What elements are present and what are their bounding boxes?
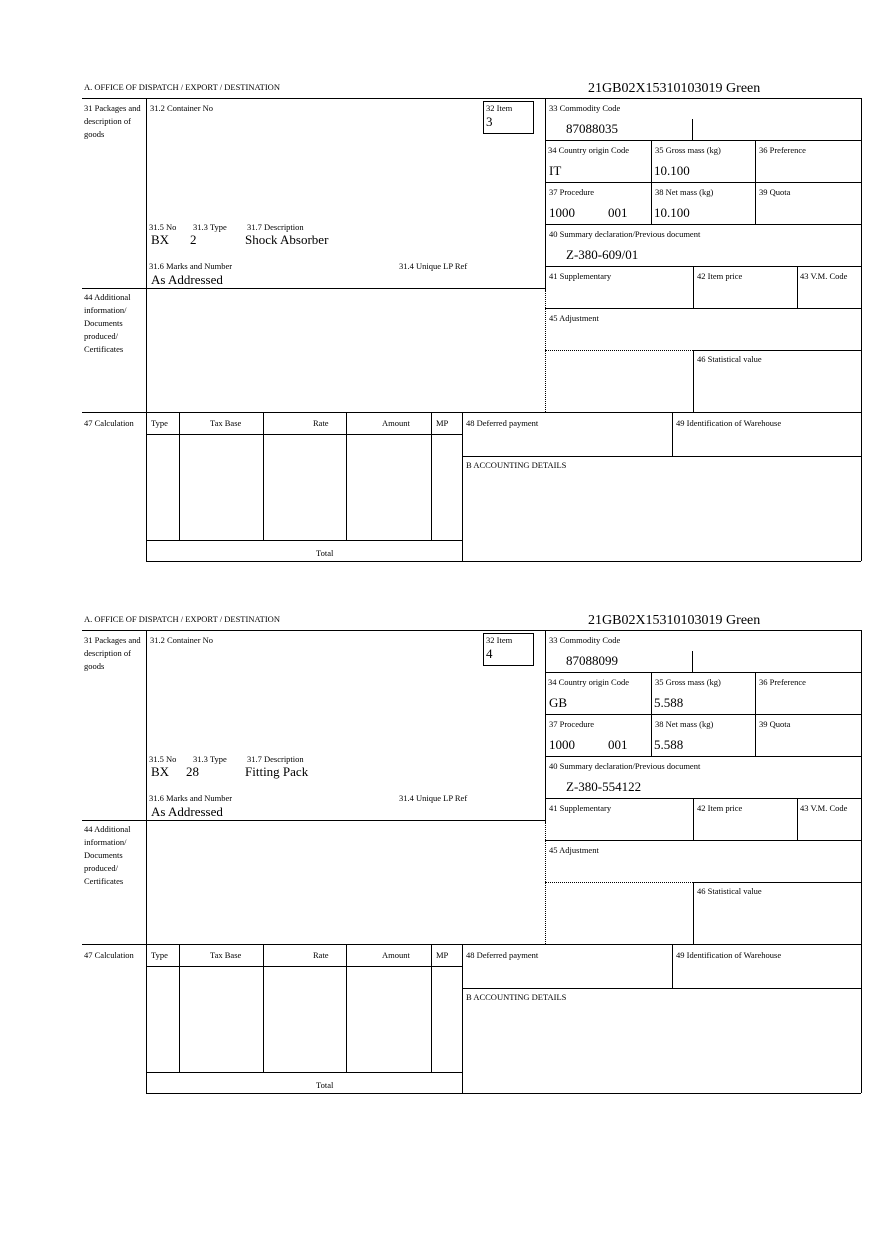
field-41-label: 41 Supplementary: [549, 803, 612, 813]
field-31-7-label: 31.7 Description: [247, 754, 304, 764]
field-32-label: 32 Item: [486, 103, 513, 113]
field-34-label: 34 Country origin Code: [548, 145, 629, 155]
field-40-label: 40 Summary declaration/Previous document: [549, 761, 701, 771]
field-38-label: 38 Net mass (kg): [655, 187, 714, 197]
field-48-label: 48 Deferred payment: [466, 950, 539, 960]
field-38-value: 10.100: [654, 205, 690, 220]
calc-total-label: Total: [316, 548, 334, 558]
field-31-7-value: Fitting Pack: [245, 764, 309, 779]
field-b-label: B ACCOUNTING DETAILS: [466, 992, 567, 1002]
field-47-label: 47 Calculation: [84, 418, 134, 428]
calc-header-rate: Rate: [313, 418, 329, 428]
calc-header-mp: MP: [436, 950, 449, 960]
header-reference: 21GB02X15310103019 Green: [588, 613, 761, 628]
field-45-label: 45 Adjustment: [549, 845, 599, 855]
field-34-value: IT: [549, 163, 562, 178]
field-34-label: 34 Country origin Code: [548, 677, 629, 687]
field-40-value: Z-380-554122: [566, 779, 642, 794]
field-33-value: 87088099: [566, 653, 618, 668]
field-31-2-label: 31.2 Container No: [150, 103, 214, 113]
field-31-5-value: BX: [151, 232, 170, 247]
calc-total-label: Total: [316, 1080, 334, 1090]
calc-header-rate: Rate: [313, 950, 329, 960]
field-31-label: 31 Packages and description of goods: [84, 103, 141, 139]
field-33-label: 33 Commodity Code: [549, 635, 621, 645]
field-42-label: 42 Item price: [697, 803, 743, 813]
field-b-label: B ACCOUNTING DETAILS: [466, 460, 567, 470]
field-31-6-label: 31.6 Marks and Number: [149, 793, 233, 803]
calc-header-mp: MP: [436, 418, 449, 428]
calc-header-amount: Amount: [382, 950, 410, 960]
field-31-5-label: 31.5 No: [149, 222, 177, 232]
field-38-label: 38 Net mass (kg): [655, 719, 714, 729]
field-44-label: 44 Additional information/ Documents produced/ Certificates: [84, 292, 131, 354]
field-35-label: 35 Gross mass (kg): [655, 145, 721, 155]
field-42-label: 42 Item price: [697, 271, 743, 281]
field-31-label: 31 Packages and description of goods: [84, 635, 141, 671]
field-36-label: 36 Preference: [759, 677, 806, 687]
field-49-label: 49 Identification of Warehouse: [676, 418, 782, 428]
field-31-5-label: 31.5 No: [149, 754, 177, 764]
declaration-form-1: [0, 0, 882, 558]
field-45-label: 45 Adjustment: [549, 313, 599, 323]
field-31-3-label: 31.3 Type: [193, 754, 227, 764]
field-35-value: 5.588: [654, 695, 684, 710]
field-35-value: 10.100: [654, 163, 690, 178]
field-31-6-value: As Addressed: [151, 272, 223, 287]
field-34-value: GB: [549, 695, 568, 710]
field-43-label: 43 V.M. Code: [800, 803, 848, 813]
field-39-label: 39 Quota: [759, 719, 791, 729]
field-38-value: 5.588: [654, 737, 684, 752]
field-32-value: 4: [486, 646, 493, 661]
header-office-label: A. OFFICE OF DISPATCH / EXPORT / DESTINATION: [84, 82, 280, 92]
field-31-4-label: 31.4 Unique LP Ref: [399, 793, 468, 803]
field-40-value: Z-380-609/01: [566, 247, 639, 262]
calc-header-tax-base: Tax Base: [210, 418, 242, 428]
field-31-7-label: 31.7 Description: [247, 222, 304, 232]
field-35-label: 35 Gross mass (kg): [655, 677, 721, 687]
field-31-6-value: As Addressed: [151, 804, 223, 819]
field-36-label: 36 Preference: [759, 145, 806, 155]
field-33-value: 87088035: [566, 121, 618, 136]
field-37-value-a: 1000: [549, 205, 575, 220]
field-31-2-label: 31.2 Container No: [150, 635, 214, 645]
field-31-7-value: Shock Absorber: [245, 232, 329, 247]
field-40-label: 40 Summary declaration/Previous document: [549, 229, 701, 239]
field-31-3-value: 2: [190, 232, 197, 247]
field-37-label: 37 Procedure: [549, 187, 595, 197]
field-37-value-a: 1000: [549, 737, 575, 752]
field-31-6-label: 31.6 Marks and Number: [149, 261, 233, 271]
field-41-label: 41 Supplementary: [549, 271, 612, 281]
calc-header-type: Type: [151, 418, 168, 428]
header-office-label: A. OFFICE OF DISPATCH / EXPORT / DESTINATION: [84, 614, 280, 624]
field-31-3-label: 31.3 Type: [193, 222, 227, 232]
field-32-value: 3: [486, 114, 493, 129]
field-37-value-b: 001: [608, 205, 628, 220]
field-44-label: 44 Additional information/ Documents produced/ Certificates: [84, 824, 131, 886]
field-37-value-b: 001: [608, 737, 628, 752]
header-reference: 21GB02X15310103019 Green: [588, 81, 761, 96]
field-31-5-value: BX: [151, 764, 170, 779]
field-49-label: 49 Identification of Warehouse: [676, 950, 782, 960]
field-31-3-value: 28: [186, 764, 199, 779]
field-32-label: 32 Item: [486, 635, 513, 645]
field-33-label: 33 Commodity Code: [549, 103, 621, 113]
field-37-label: 37 Procedure: [549, 719, 595, 729]
field-46-label: 46 Statistical value: [697, 886, 762, 896]
calc-header-tax-base: Tax Base: [210, 950, 242, 960]
calc-header-type: Type: [151, 950, 168, 960]
declaration-form-2: [0, 532, 882, 1090]
field-48-label: 48 Deferred payment: [466, 418, 539, 428]
field-43-label: 43 V.M. Code: [800, 271, 848, 281]
calc-header-amount: Amount: [382, 418, 410, 428]
field-31-4-label: 31.4 Unique LP Ref: [399, 261, 468, 271]
field-39-label: 39 Quota: [759, 187, 791, 197]
field-47-label: 47 Calculation: [84, 950, 134, 960]
field-46-label: 46 Statistical value: [697, 354, 762, 364]
